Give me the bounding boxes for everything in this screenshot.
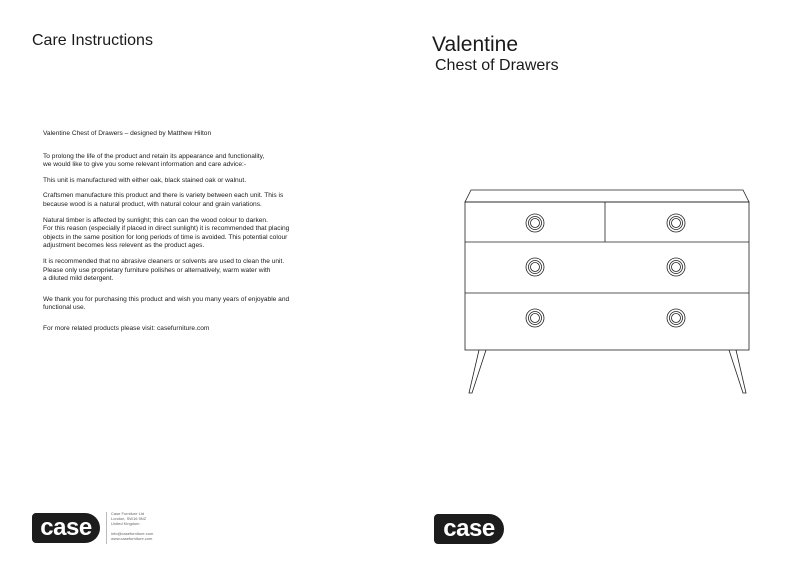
thank-you-paragraph: We thank you for purchasing this product and wish you many years of enjoyable and functional use.: [43, 295, 290, 312]
case-logo: case: [32, 513, 100, 543]
website-paragraph: For more related products please visit: casefurniture.com: [43, 324, 210, 332]
drawer-handle-2: [667, 214, 685, 232]
product-designer-line: Valentine Chest of Drawers – designed by Matthew Hilton: [43, 130, 212, 137]
product-page: [404, 0, 808, 561]
drawer-handle-3: [526, 258, 544, 276]
case-logo-right: case: [434, 514, 504, 544]
contact-email: info@casefurniture.com: [111, 531, 154, 536]
contact-block: [111, 511, 153, 541]
contact-city: London, SW16 5NZ: [111, 516, 147, 521]
drawer-handle-6: [667, 309, 685, 327]
sunlight-paragraph: Natural timber is affected by sunlight; this can can the wood colour to darken. For this reason (especially if placed in direct sunlight) it is recommended that placing objects in the same position for long periods of time is avoided. This potential colour adjustment becomes less relevent as the product ages.: [43, 216, 290, 250]
product-subtitle: Chest of Drawers: [435, 57, 559, 74]
chest-of-drawers-icon: [459, 185, 759, 400]
contact-company: Case Furniture Ltd: [111, 511, 145, 516]
care-instructions-heading: Care Instructions: [32, 32, 153, 49]
craftsmanship-paragraph: Craftsmen manufacture this product and there is variety between each unit. This is because wood is a natural product, with natural colour and grain variations.: [43, 192, 284, 208]
drawer-handle-1: [526, 214, 544, 232]
drawer-handle-4: [667, 258, 685, 276]
materials-paragraph: This unit is manufactured with either oak, black stained oak or walnut.: [43, 176, 247, 184]
drawer-handle-5: [526, 309, 544, 327]
intro-paragraph: To prolong the life of the product and retain its appearance and functionality, we would like to give you some relevant information and care advice:-: [43, 152, 265, 169]
contact-country: United Kingdom: [111, 521, 140, 526]
cleaning-paragraph: It is recommended that no abrasive cleaners or solvents are used to clean the unit. Please only use proprietary furniture polishes or alternatively, warm water with a diluted mild detergent.: [43, 257, 285, 283]
product-title: Valentine: [432, 33, 519, 56]
logo-divider: [106, 512, 107, 544]
contact-web: www.casefurniture.com: [111, 536, 153, 541]
care-instructions-body: [43, 130, 343, 341]
